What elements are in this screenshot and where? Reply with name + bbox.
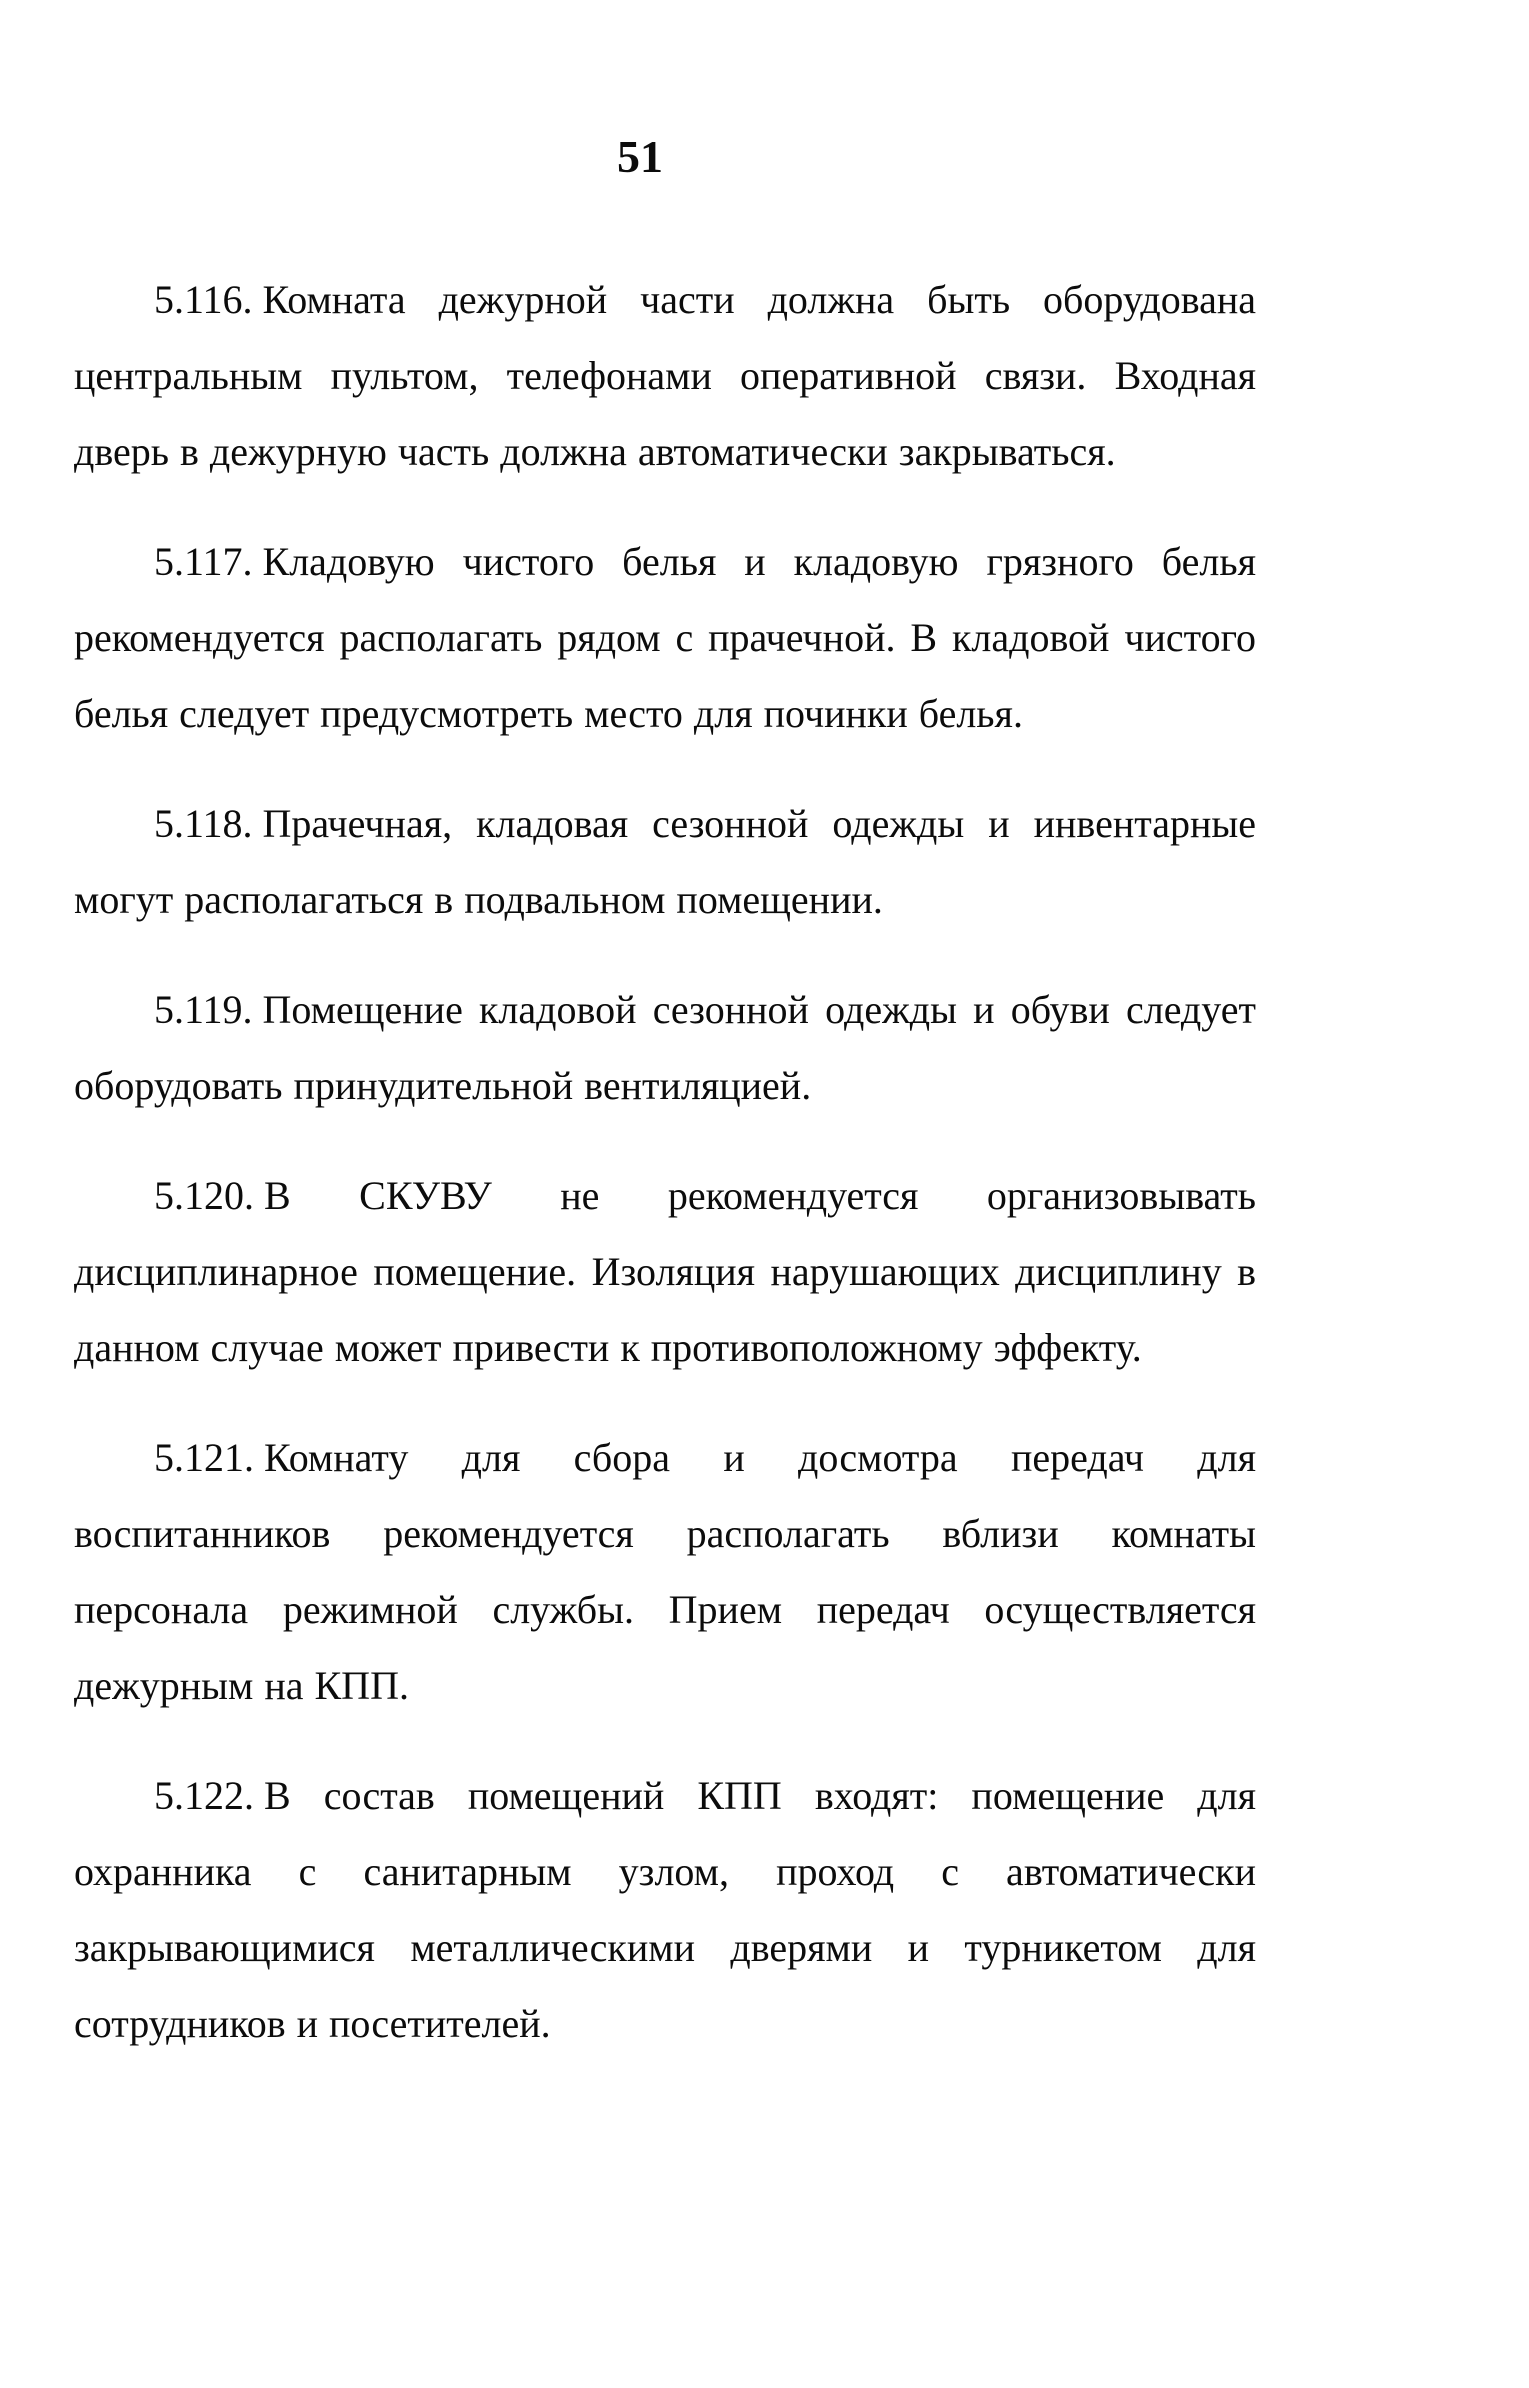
paragraph-text: В СКУВУ не рекомендуется организовывать дисциплинарное помещение. Изоляция нарушающих дисциплину в данном случае может привести к противоположному эффекту.: [74, 1173, 1256, 1370]
paragraph-5-118: [74, 786, 1256, 938]
paragraph-number: 5.119.: [154, 987, 253, 1032]
paragraph-text: Комнату для сбора и досмотра передач для воспитанников рекомендуется располагать вблизи комнаты персонала режимной службы. Прием передач осуществляется дежурным на КПП.: [74, 1435, 1256, 1708]
paragraph-5-117: [74, 524, 1256, 752]
paragraph-5-116: [74, 262, 1256, 490]
paragraph-number: 5.118.: [154, 801, 253, 846]
paragraph-5-122: [74, 1758, 1256, 2062]
paragraph-number: 5.121.: [154, 1435, 254, 1480]
paragraph-number: 5.120.: [154, 1173, 254, 1218]
paragraph-5-120: [74, 1158, 1256, 1386]
page-number: 51: [617, 131, 663, 182]
paragraph-text: Помещение кладовой сезонной одежды и обуви следует оборудовать принудительной вентиляцией.: [74, 987, 1256, 1108]
paragraph-text: Прачечная, кладовая сезонной одежды и инвентарные могут располагаться в подвальном помещении.: [74, 801, 1256, 922]
paragraph-number: 5.117.: [154, 539, 253, 584]
paragraph-5-121: [74, 1420, 1256, 1724]
document-body: [74, 262, 1256, 2096]
paragraph-text: Комната дежурной части должна быть оборудована центральным пультом, телефонами оперативной связи. Входная дверь в дежурную часть должна автоматически закрываться.: [74, 277, 1256, 474]
paragraph-text: Кладовую чистого белья и кладовую грязного белья рекомендуется располагать рядом с прачечной. В кладовой чистого белья следует предусмотреть место для починки белья.: [74, 539, 1256, 736]
paragraph-number: 5.116.: [154, 277, 253, 322]
paragraph-5-119: [74, 972, 1256, 1124]
paragraph-text: В состав помещений КПП входят: помещение для охранника с санитарным узлом, проход с автоматически закрывающимися металлическими дверями и турникетом для сотрудников и посетителей.: [74, 1773, 1256, 2046]
paragraph-number: 5.122.: [154, 1773, 254, 1818]
